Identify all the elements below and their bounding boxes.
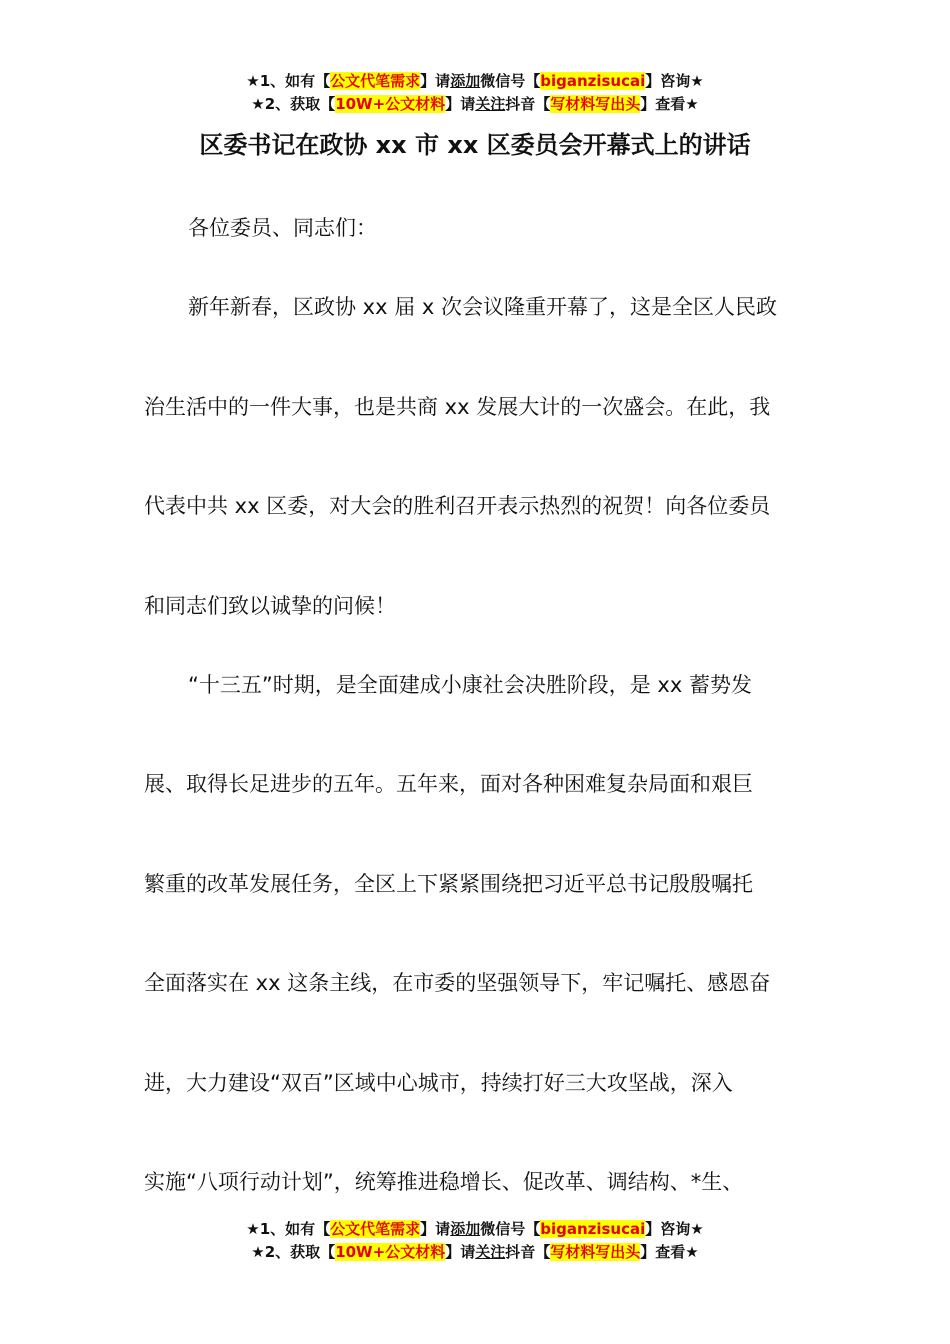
highlight-materials: 10W+公文材料	[335, 95, 446, 113]
body-line: 繁重的改革发展任务，全区上下紧紧围绕把习近平总书记殷殷嘱托	[144, 872, 753, 896]
highlight-ghostwriting: 公文代笔需求	[330, 72, 421, 90]
banner-line-2: ★2、获取【10W+公文材料】请关注抖音【写材料写出头】查看★	[251, 1243, 699, 1261]
highlight-ghostwriting: 公文代笔需求	[330, 1220, 421, 1238]
highlight-douyin: 写材料写出头	[550, 1243, 641, 1261]
body-line: 全面落实在 xx 这条主线，在市委的坚强领导下，牢记嘱托、感恩奋	[144, 971, 771, 995]
highlight-wechat-id: biganzisucai	[540, 72, 646, 90]
header-banner	[0, 70, 950, 116]
body-line: 新年新春，区政协 xx 届 x 次会议隆重开幕了，这是全区人民政	[188, 295, 777, 319]
banner-line-1: ★1、如有【公文代笔需求】请添加微信号【biganzisucai】咨询★	[246, 1220, 704, 1238]
highlight-materials: 10W+公文材料	[335, 1243, 446, 1261]
banner-line-2: ★2、获取【10W+公文材料】请关注抖音【写材料写出头】查看★	[251, 95, 699, 113]
footer-banner	[0, 1218, 950, 1264]
body-line: 和同志们致以诚挚的问候！	[144, 594, 396, 618]
salutation: 各位委员、同志们：	[188, 216, 377, 240]
highlight-douyin: 写材料写出头	[550, 95, 641, 113]
document-title: 区委书记在政协 xx 市 xx 区委员会开幕式上的讲话	[199, 131, 751, 159]
body-line: 展、取得长足进步的五年。五年来，面对各种困难复杂局面和艰巨	[144, 772, 753, 796]
body-line: “十三五”时期，是全面建成小康社会决胜阶段，是 xx 蓄势发	[188, 673, 752, 697]
body-line: 实施“八项行动计划”，统筹推进稳增长、促改革、调结构、*生、	[144, 1170, 744, 1194]
body-line: 治生活中的一件大事，也是共商 xx 发展大计的一次盛会。在此，我	[144, 395, 771, 419]
body-line: 代表中共 xx 区委，对大会的胜利召开表示热烈的祝贺！向各位委员	[144, 494, 771, 518]
banner-line-1: ★1、如有【公文代笔需求】请添加微信号【biganzisucai】咨询★	[246, 72, 704, 90]
highlight-wechat-id: biganzisucai	[540, 1220, 646, 1238]
body-line: 进，大力建设“双百”区域中心城市，持续打好三大攻坚战，深入	[144, 1071, 733, 1095]
